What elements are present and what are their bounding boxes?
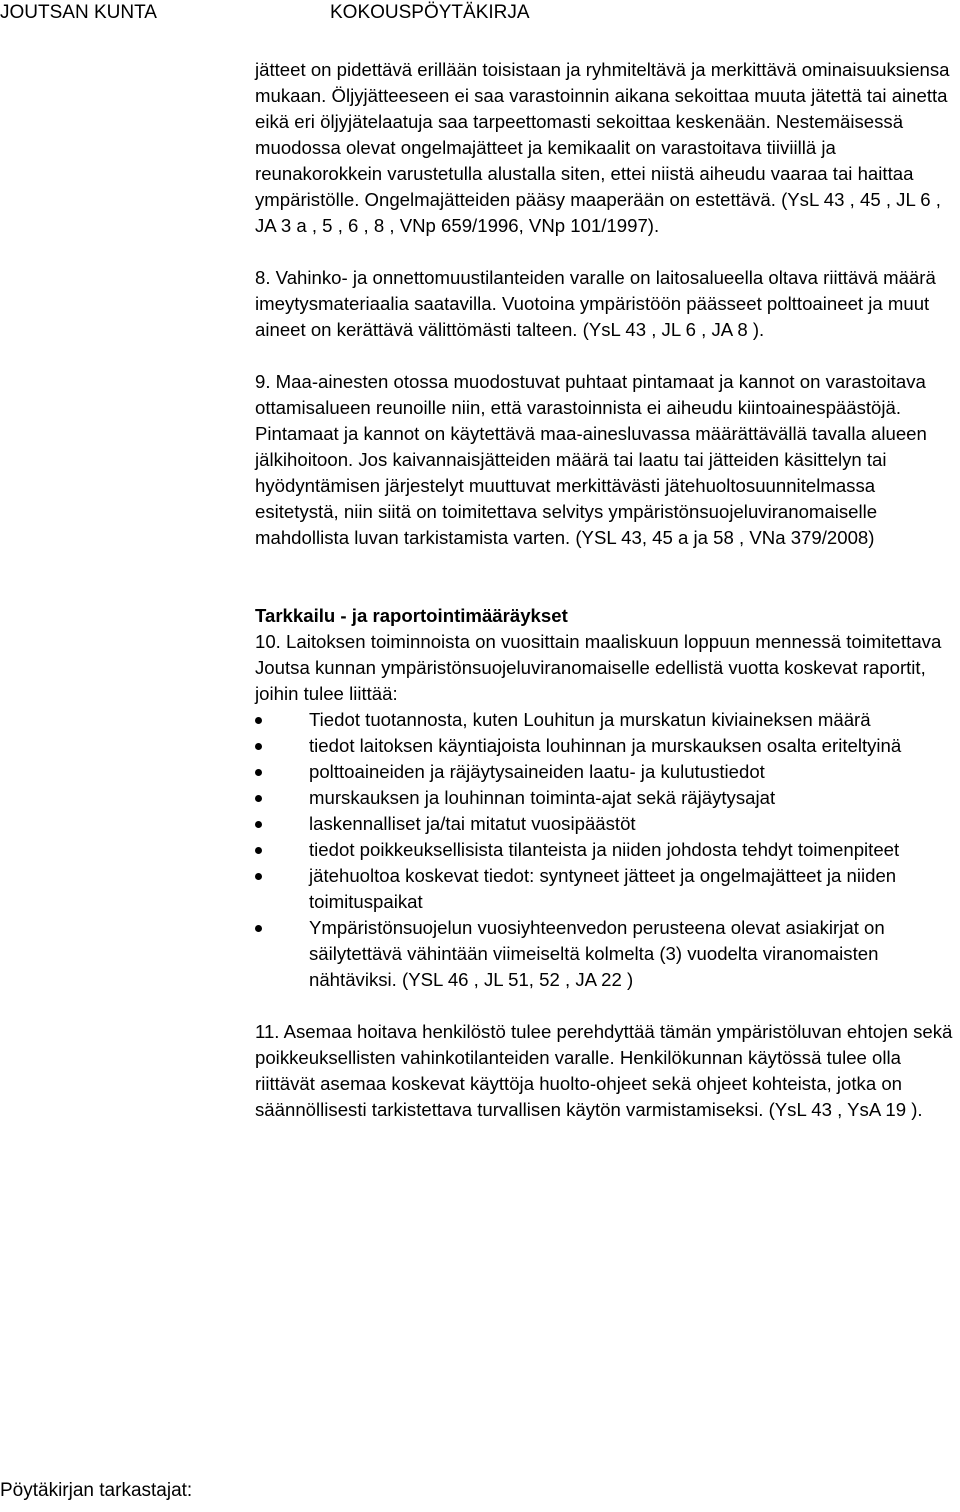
paragraph-continued: jätteet on pidettävä erillään toisistaan ja ryhmiteltävä ja merkittävä ominaisuuksiensa mukaan. Öljyjätteeseen ei saa varastoinnin aikana sekoittaa muuta jätettä tai ainetta eikä eri öljyjätelaatuja saa tarpeettomasti sekoittaa keskenään. Nestemäisessä muodossa olevat ongelmajätteet ja kemikaalit on varastoitava tiiviillä ja reunakorokkein varustetulla alustalla siten, ettei niistä aiheudu vaaraa tai haittaa ympäristölle. Ongelmajätteiden pääsy maaperään on estettävä. (YsL 43 , 45 , JL 6 , JA 3 a , 5 , 6 , 8 , VNp 659/1996, VNp 101/1997).	[255, 59, 950, 236]
section-heading: Tarkkailu - ja raportointimääräykset	[255, 605, 568, 626]
organization-name: JOUTSAN KUNTA	[0, 2, 157, 23]
list-item: polttoaineiden ja räjäytysaineiden laatu- ja kulutustiedot	[255, 759, 955, 785]
document-type: KOKOUSPÖYTÄKIRJA	[330, 2, 530, 23]
list-item: Ympäristönsuojelun vuosiyhteenvedon perusteena olevat asiakirjat on säilytettävä vähintään viimeiseltä kolmelta (3) vuodelta viranomaisten nähtäviksi. (YSL 46 , JL 51, 52 , JA 22 )	[255, 915, 955, 993]
list-item: jätehuoltoa koskevat tiedot: syntyneet jätteet ja ongelmajätteet ja niiden toimituspaikat	[255, 863, 955, 915]
document-body	[255, 57, 955, 1123]
paragraph-8: 8. Vahinko- ja onnettomuustilanteiden varalle on laitosalueella oltava riittävä määrä imeytysmateriaalia saatavilla. Vuotoina ympäristöön päässeet polttoaineet ja muut aineet on kerättävä välittömästi talteen. (YsL 43 , JL 6 , JA 8 ).	[255, 267, 936, 340]
page-header	[0, 2, 960, 28]
spacer	[255, 577, 955, 603]
paragraph-9: 9. Maa-ainesten otossa muodostuvat puhtaat pintamaat ja kannot on varastoitava ottamisalueen reunoille niin, että varastoinnista ei aiheudu kiintoainespäästöjä. Pintamaat ja kannot on käytettävä maa-ainesluvassa määrättävällä tavalla alueen jälkihoitoon. Jos kaivannaisjätteiden määrä tai laatu tai jätteiden käsittelyn tai hyödyntämisen järjestelyt muuttuvat merkittävästi jätehuoltosuunnitelmassa esitetystä, niin siitä on toimitettava selvitys ympäristönsuojeluviranomaiselle mahdollista luvan tarkistamista varten. (YSL 43, 45 a ja 58 , VNa 379/2008)	[255, 371, 927, 548]
spacer	[255, 551, 955, 577]
list-item: Tiedot tuotannosta, kuten Louhitun ja murskatun kiviaineksen määrä	[255, 707, 955, 733]
report-items-list	[255, 707, 955, 993]
footer-reviewers-label: Pöytäkirjan tarkastajat:	[0, 1480, 193, 1501]
paragraph-10: 10. Laitoksen toiminnoista on vuosittain maaliskuun loppuun mennessä toimitettava Joutsa kunnan ympäristönsuojeluviranomaiselle edellistä vuotta koskevat raportit, joihin tulee liittää:	[255, 631, 942, 704]
list-item: tiedot laitoksen käyntiajoista louhinnan ja murskauksen osalta eriteltyinä	[255, 733, 955, 759]
list-item: laskennalliset ja/tai mitatut vuosipäästöt	[255, 811, 955, 837]
list-item: murskauksen ja louhinnan toiminta-ajat sekä räjäytysajat	[255, 785, 955, 811]
list-item: tiedot poikkeuksellisista tilanteista ja niiden johdosta tehdyt toimenpiteet	[255, 837, 955, 863]
paragraph-11: 11. Asemaa hoitava henkilöstö tulee perehdyttää tämän ympäristöluvan ehtojen sekä poikkeuksellisten vahinkotilanteiden varalle. Henkilökunnan käytössä tulee olla riittävät asemaa koskevat käyttöja huolto-ohjeet sekä ohjeet kohteista, jotka on säännöllisesti tarkistettava turvallisen käytön varmistamiseksi. (YsL 43 , YsA 19 ).	[255, 1021, 953, 1120]
